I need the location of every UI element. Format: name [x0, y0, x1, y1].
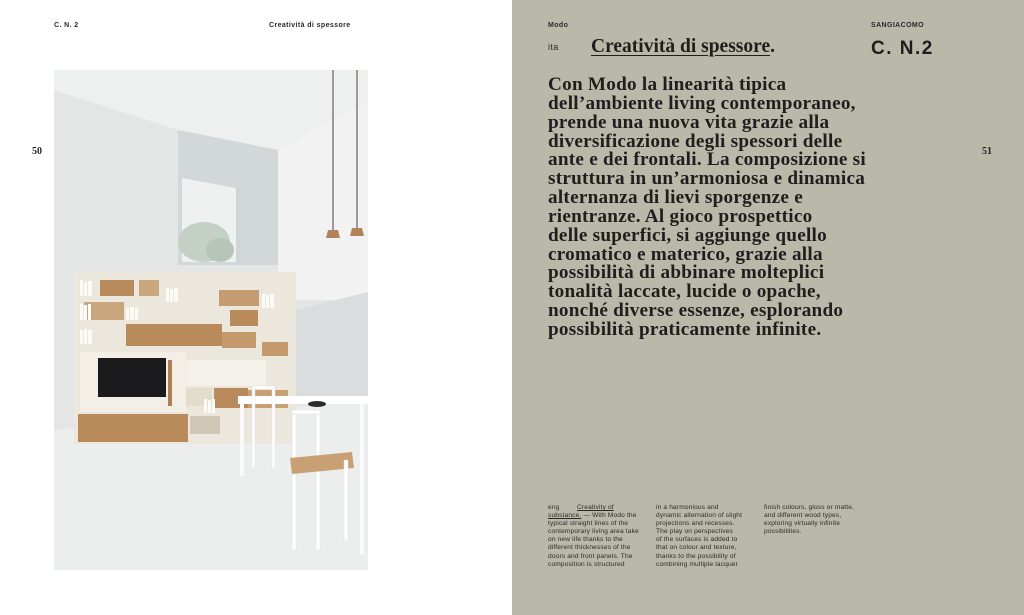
english-text: composition is structured — [548, 560, 625, 568]
collection-code: C. N.2 — [871, 38, 934, 59]
english-column-3 — [764, 504, 874, 536]
page-number-left: 50 — [32, 146, 42, 157]
english-text: — With Modo the — [581, 512, 637, 520]
body-line: tonalità laccate, lucide o opache, — [548, 281, 821, 303]
body-line: possibilità di abbinare molteplici — [548, 262, 825, 284]
english-text: in a harmonious and — [656, 504, 719, 511]
english-text: The play on perspectives — [656, 528, 733, 536]
article-title-text: Creatività di spessore — [591, 36, 771, 57]
television — [98, 358, 166, 397]
english-text: projections and recesses. — [656, 520, 735, 528]
page-number-right: 51 — [982, 146, 992, 157]
body-line: dell’ambiente living contemporaneo, — [548, 92, 856, 114]
english-title-line2: substance. — [548, 512, 582, 520]
article-title-punct: . — [770, 36, 775, 57]
english-text: different thicknesses of the — [548, 544, 631, 552]
english-text: typical straight lines of the — [548, 520, 629, 528]
english-text: of the surfaces is added to — [656, 536, 738, 544]
body-line: rientranze. Al gioco prospettico — [548, 205, 813, 227]
english-text: finish colours, gloss or matte, — [764, 504, 855, 511]
running-head-right: Creatività di spessore — [269, 22, 351, 29]
english-text: dynamic alternation of slight — [656, 512, 743, 520]
article-title — [591, 36, 775, 58]
brand-label: SANGIACOMO — [871, 22, 924, 29]
wood-drawer — [78, 414, 188, 442]
english-text: on new life thanks to the — [548, 536, 623, 544]
english-text: doors and front panels. The — [548, 552, 633, 560]
body-line: Con Modo la linearità tipica — [548, 74, 787, 95]
english-text: exploring virtually infinite — [764, 520, 841, 528]
running-head-left: C. N. 2 — [54, 22, 79, 29]
bowl — [308, 401, 326, 407]
language-label-ita: ita — [548, 42, 559, 52]
english-text: that on colour and texture, — [656, 544, 737, 552]
italian-body-text — [548, 76, 908, 340]
body-line: struttura in un’armoniosa e dinamica — [548, 168, 866, 190]
body-line: delle superfici, si aggiunge quello — [548, 224, 827, 246]
english-title-line1: Creativity of — [577, 504, 614, 511]
english-text: thanks to the possibility of — [656, 552, 736, 560]
pendant-lamp — [350, 228, 364, 236]
bookcase — [74, 272, 296, 444]
english-text: and different wood types, — [764, 512, 842, 520]
body-line: nonché diverse essenze, esplorando — [548, 300, 844, 322]
body-line: possibilità praticamente infinite. — [548, 318, 822, 340]
english-column-1 — [548, 504, 648, 569]
right-page — [512, 0, 1024, 615]
body-line: cromatico e materico, grazie alla — [548, 243, 823, 265]
body-line: diversificazione degli spessori delle — [548, 130, 843, 152]
body-line: prende una nuova vita grazie alla — [548, 111, 830, 133]
pendant-lamp — [326, 230, 340, 238]
body-line: ante e dei frontali. La composizione si — [548, 149, 866, 171]
english-text: combining multiple lacquer — [656, 560, 738, 568]
body-line: alternanza di lievi sporgenze e — [548, 187, 804, 209]
language-label-eng: eng — [548, 504, 560, 511]
english-text: possibilities. — [764, 528, 802, 536]
product-label: Modo — [548, 22, 569, 29]
english-text: contemporary living area take — [548, 528, 639, 536]
english-column-2 — [656, 504, 756, 569]
living-room-photo — [54, 70, 368, 570]
